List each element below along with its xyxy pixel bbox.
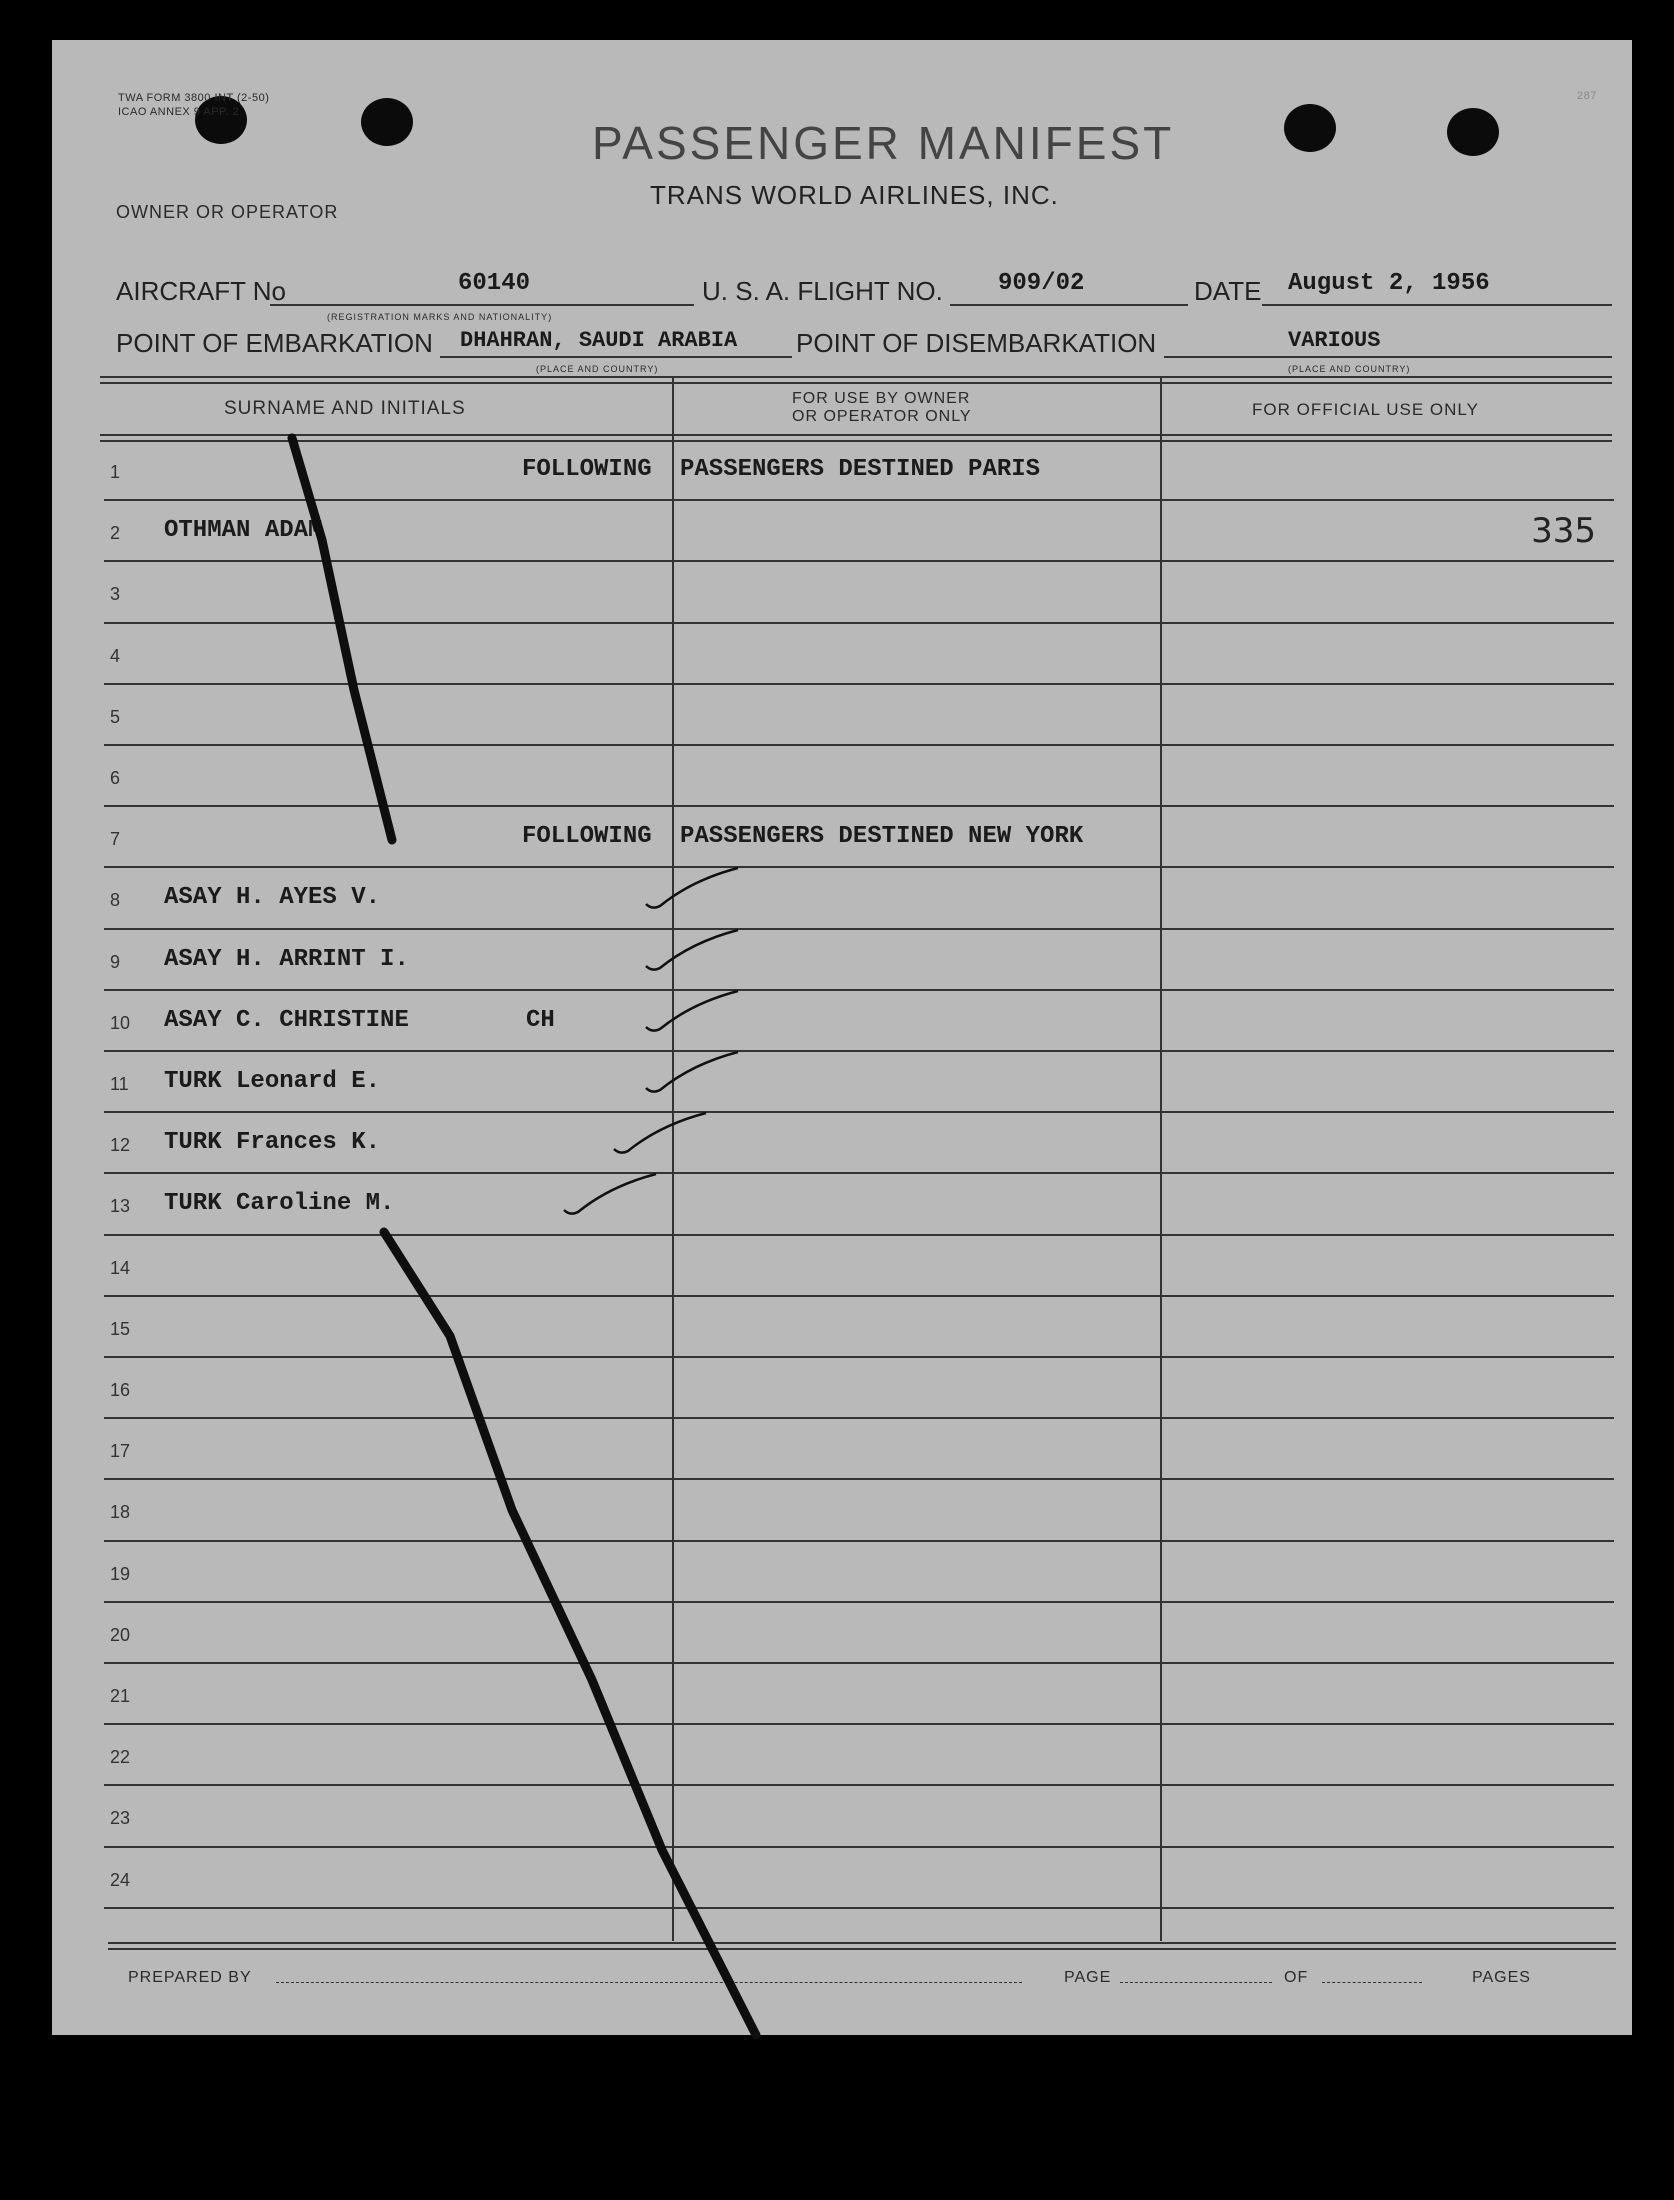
flight-number-value: 909/02 [998,270,1085,297]
owner-use-cell: PASSENGERS DESTINED NEW YORK [680,823,1084,851]
pen-marks [52,40,1632,2035]
row-number: 6 [110,768,121,788]
embarkation-value: DHAHRAN, SAUDI ARABIA [460,328,738,353]
row-number: 3 [110,584,121,605]
owner-use-cell: PASSENGERS DESTINED PARIS [680,456,1041,483]
column-header-official: FOR OFFICIAL USE ONLY [1252,400,1479,419]
row-number: 11 [110,1074,129,1094]
row-number: 9 [110,951,121,972]
date-label: DATE [1194,276,1262,306]
passenger-name: ASAY H. AYES V. [164,884,381,912]
row-number: 8 [110,890,121,911]
passenger-name: TURK Leonard E. [164,1068,381,1095]
row-number: 7 [110,829,121,850]
row-number: 20 [110,1624,131,1645]
manifest-sheet [52,40,1632,2035]
disembarkation-label: POINT OF DISEMBARKATION [796,328,1157,358]
of-label: OF [1284,1969,1309,1986]
column-header-surname: SURNAME AND INITIALS [224,398,466,419]
aircraft-label: AIRCRAFT No [116,276,286,306]
row-number: 1 [110,462,121,482]
pages-label: PAGES [1472,1969,1531,1986]
passenger-name: FOLLOWING [522,823,652,851]
row-number: 13 [110,1196,131,1217]
passenger-name: TURK Frances K. [164,1129,381,1157]
row-number: 2 [110,523,121,544]
disembarkation-value: VARIOUS [1288,328,1381,353]
disembarkation-sublabel: (PLACE AND COUNTRY) [1288,364,1411,374]
passenger-name: ASAY H. ARRINT I. [164,945,409,973]
prepared-by-label: PREPARED BY [128,1969,252,1986]
row-number: 21 [110,1686,131,1706]
strike-mark-upper [292,438,392,840]
row-number: 5 [110,706,121,727]
embarkation-label: POINT OF EMBARKATION [116,328,433,358]
row-number: 23 [110,1808,131,1829]
row-number: 24 [110,1869,131,1890]
row-number: 19 [110,1563,131,1584]
official-use-cell: 335 [1531,511,1596,552]
row-number: 12 [110,1135,131,1156]
aircraft-value: 60140 [458,270,531,297]
aircraft-sublabel: (REGISTRATION MARKS AND NATIONALITY) [327,312,553,322]
row-number: 10 [110,1012,131,1033]
row-number: 18 [110,1502,131,1523]
passenger-name: FOLLOWING [522,456,652,483]
row-number: 17 [110,1441,131,1462]
row-number: 15 [110,1318,131,1339]
owner-operator-label: OWNER OR OPERATOR [116,202,339,222]
row-number: 4 [110,645,121,666]
page-label: PAGE [1064,1969,1112,1986]
column-header-owner-line2: OR OPERATOR ONLY [792,408,972,425]
row-number: 14 [110,1257,131,1278]
strike-mark-lower [384,1232,756,2035]
page-title: PASSENGER MANIFEST [592,117,1175,169]
row-number: 16 [110,1380,131,1400]
passenger-name: ASAY C. CHRISTINE [164,1006,409,1034]
airline-name: TRANS WORLD AIRLINES, INC. [650,180,1059,210]
flight-number-label: U. S. A. FLIGHT NO. [702,276,943,306]
passenger-code: CH [526,1006,555,1034]
corner-mark: 287 [1577,90,1597,102]
passenger-name: TURK Caroline M. [164,1190,395,1218]
column-header-owner-line1: FOR USE BY OWNER [792,390,971,407]
form-code-line1: TWA FORM 3800 INT (2-50) [118,92,270,104]
passenger-name: OTHMAN ADAM [164,517,323,545]
form-code-line2: ICAO ANNEX 9 APP. 2 [118,106,240,118]
date-value: August 2, 1956 [1288,270,1490,297]
row-number: 22 [110,1747,131,1768]
embarkation-sublabel: (PLACE AND COUNTRY) [536,364,659,374]
